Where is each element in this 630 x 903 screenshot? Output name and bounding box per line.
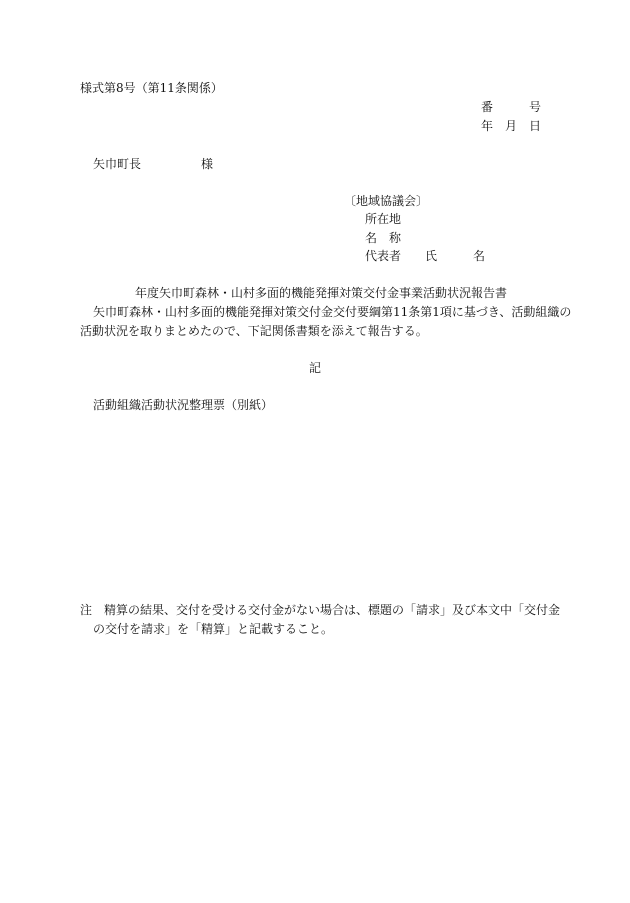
sender-representative-label: 代表者 氏 名 [365, 249, 486, 263]
sender-address-label: 所在地 [365, 212, 402, 226]
note-line2: の交付を請求」を「精算」と記載すること。 [93, 622, 334, 636]
addressee: 矢巾町長 様 [93, 157, 214, 171]
ki-heading: 記 [309, 361, 322, 375]
form-number: 様式第8号（第11条関係） [80, 81, 223, 95]
attachment-item: 活動組織活動状況整理票（別紙） [93, 398, 274, 412]
document-number-label: 番 号 [481, 100, 542, 114]
note-line1: 注 精算の結果、交付を受ける交付金がない場合は、標題の「請求」及び本文中「交付金 [80, 603, 561, 617]
body-paragraph-line1: 矢巾町森林・山村多面的機能発揮対策交付金交付要綱第11条第1項に基づき、活動組織の [93, 305, 572, 319]
sender-name-label: 名 称 [365, 231, 402, 245]
sender-organization: 〔地域協議会〕 [344, 194, 429, 208]
date-label: 年 月 日 [481, 119, 542, 133]
document-title: 年度矢巾町森林・山村多面的機能発揮対策交付金事業活動状況報告書 [135, 286, 508, 300]
body-paragraph-line2: 活動状況を取りまとめたので、下記関係書類を添えて報告する。 [80, 324, 428, 338]
